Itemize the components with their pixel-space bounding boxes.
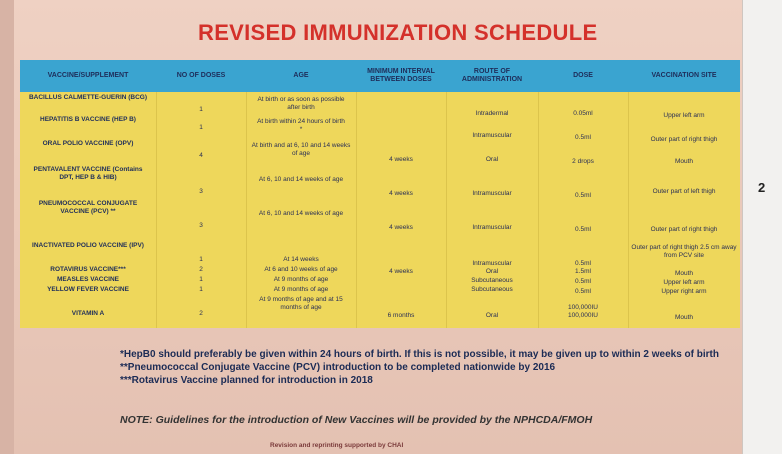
vaccine-vitamin-a: VITAMIN A: [71, 310, 105, 317]
dose-measles: 0.5ml: [575, 278, 591, 285]
site-pcv: Outer part of right thigh: [650, 226, 718, 233]
footnote-rotavirus: ***Rotavirus Vaccine planned for introduction in 2018: [120, 375, 373, 386]
dose-penta: 0.5ml: [575, 192, 591, 199]
age-vitamin-a: At 9 months of age and at 15 months of age: [259, 296, 343, 311]
doses-yellow-fever: 1: [199, 286, 203, 293]
site-hepb: Outer part of right thigh: [650, 136, 718, 143]
footnotes: [120, 348, 719, 387]
site-opv: Mouth: [674, 158, 694, 165]
table-header: [20, 60, 740, 92]
doses-pcv: 3: [199, 222, 203, 229]
vaccine-yellow-fever: YELLOW FEVER VACCINE: [47, 286, 129, 293]
adjacent-page: [742, 0, 782, 454]
interval-rota: 4 weeks: [389, 268, 413, 275]
doses-penta: 3: [199, 188, 203, 195]
site-rota: Mouth: [674, 270, 694, 277]
vaccine-measles: MEASLES VACCINE: [57, 276, 119, 283]
age-measles: At 9 months of age: [273, 276, 329, 283]
age-yellow-fever: At 9 months of age: [273, 286, 329, 293]
header-doses: NO OF DOSES: [176, 72, 226, 79]
age-bcg: At birth or as soon as possible after birth: [257, 96, 345, 111]
route-penta: Intramuscular: [472, 190, 512, 197]
route-hepb: Intramuscular: [472, 132, 512, 139]
route-measles: Subcutaneous: [471, 277, 513, 284]
page-number: 2: [758, 180, 766, 195]
site-yellow-fever: Upper right arm: [661, 288, 707, 295]
route-yellow-fever: Subcutaneous: [471, 286, 513, 293]
route-rota: Oral: [485, 268, 499, 275]
route-bcg: Intradermal: [475, 110, 509, 117]
dose-yellow-fever: 0.5ml: [575, 288, 591, 295]
dose-ipv: 0.5ml: [575, 260, 591, 267]
site-penta: Outer part of left thigh: [652, 188, 716, 195]
vaccine-penta: PENTAVALENT VACCINE (Contains DPT, HEP B & HIB): [33, 166, 143, 181]
dose-hepb: 0.5ml: [575, 134, 591, 141]
doses-bcg: 1: [199, 106, 203, 113]
doses-measles: 1: [199, 276, 203, 283]
dose-pcv: 0.5ml: [575, 226, 591, 233]
vaccine-pcv: PNEUMOCOCCAL CONJUGATE VACCINE (PCV) **: [38, 200, 138, 215]
age-opv: At birth and at 6, 10 and 14 weeks of age: [251, 142, 351, 157]
vaccine-ipv: INACTIVATED POLIO VACCINE (IPV): [32, 242, 144, 249]
interval-vitamin-a: 6 months: [387, 312, 415, 319]
dose-opv: 2 drops: [572, 158, 594, 165]
guideline-note: NOTE: Guidelines for the introduction of New Vaccines will be provided by the NPHCDA/FMOH: [120, 414, 593, 426]
site-vitamin-a: Mouth: [674, 314, 694, 321]
site-ipv: Outer part of right thigh 2.5 cm away from PCV site: [631, 244, 737, 259]
header-site: VACCINATION SITE: [651, 72, 717, 79]
route-opv: Oral: [485, 156, 499, 163]
age-pcv: At 6, 10 and 14 weeks of age: [258, 210, 344, 217]
doses-hepb: 1: [199, 124, 203, 131]
page-title: REVISED IMMUNIZATION SCHEDULE: [198, 20, 598, 45]
dose-bcg: 0.05ml: [573, 110, 593, 117]
doses-rota: 2: [199, 266, 203, 273]
header-age: AGE: [293, 72, 309, 79]
route-vitamin-a: Oral: [485, 312, 499, 319]
immunization-table: [20, 60, 740, 328]
credit-line: Revision and reprinting supported by CHAI: [270, 442, 404, 449]
site-bcg: Upper left arm: [663, 112, 705, 119]
header-vaccine: VACCINE/SUPPLEMENT: [47, 72, 129, 79]
age-penta: At 6, 10 and 14 weeks of age: [258, 176, 344, 183]
vaccine-opv: ORAL POLIO VACCINE (OPV): [42, 140, 134, 147]
doses-ipv: 1: [199, 256, 203, 263]
dose-vitamin-a: 100,000IU 100,000IU: [568, 304, 598, 319]
interval-pcv: 4 weeks: [389, 224, 413, 231]
doses-vitamin-a: 2: [199, 310, 203, 317]
footnote-hepb0: *HepB0 should preferably be given within 24 hours of birth. If this is not possible, it may be given up to within 2 weeks of birth: [120, 349, 719, 360]
doses-opv: 4: [199, 152, 203, 159]
route-ipv: Intramuscular: [472, 260, 512, 267]
vaccine-bcg: BACILLUS CALMETTE-GUERIN (BCG): [28, 94, 148, 101]
vaccine-rota: ROTAVIRUS VACCINE***: [50, 266, 126, 273]
interval-penta: 4 weeks: [389, 190, 413, 197]
vaccine-hepb: HEPATITIS B VACCINE (HEP B): [40, 116, 136, 123]
header-interval: MINIMUM INTERVAL BETWEEN DOSES: [367, 68, 435, 83]
column-divider: [356, 92, 357, 328]
page-edge: [0, 0, 14, 454]
dose-rota: 1.5ml: [575, 268, 591, 275]
header-route: ROUTE OF ADMINISTRATION: [461, 68, 523, 83]
footnote-pcv: **Pneumococcal Conjugate Vaccine (PCV) introduction to be completed nationwide by 2016: [120, 362, 556, 373]
route-pcv: Intramuscular: [472, 224, 512, 231]
site-measles: Upper left arm: [663, 279, 705, 286]
age-rota: At 6 and 10 weeks of age: [264, 266, 338, 273]
age-ipv: At 14 weeks: [283, 256, 319, 263]
header-dose: DOSE: [573, 72, 593, 79]
age-hepb: At birth within 24 hours of birth *: [257, 118, 345, 133]
interval-opv: 4 weeks: [389, 156, 413, 163]
